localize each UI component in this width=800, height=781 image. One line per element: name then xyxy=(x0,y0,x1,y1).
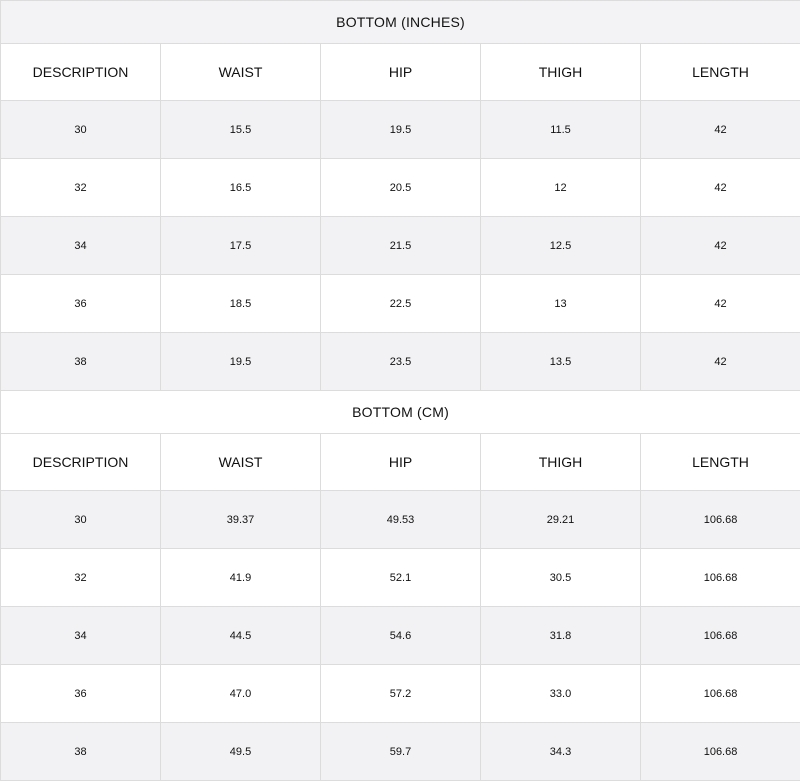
section-title-row xyxy=(1,1,800,44)
table-row xyxy=(1,491,800,549)
cell-thigh: 30.5 xyxy=(481,549,641,607)
table-row xyxy=(1,101,800,159)
cell-description: 30 xyxy=(1,101,161,159)
table-row xyxy=(1,549,800,607)
column-header-thigh: THIGH xyxy=(481,44,641,101)
cell-description: 38 xyxy=(1,723,161,781)
cell-hip: 23.5 xyxy=(321,333,481,391)
cell-thigh: 29.21 xyxy=(481,491,641,549)
column-header-hip: HIP xyxy=(321,434,481,491)
column-header-length: LENGTH xyxy=(641,44,800,101)
column-header-hip: HIP xyxy=(321,44,481,101)
cell-hip: 20.5 xyxy=(321,159,481,217)
cell-thigh: 12 xyxy=(481,159,641,217)
cell-waist: 44.5 xyxy=(161,607,321,665)
cell-hip: 52.1 xyxy=(321,549,481,607)
table-row xyxy=(1,723,800,781)
cell-waist: 19.5 xyxy=(161,333,321,391)
table-row xyxy=(1,217,800,275)
column-header-length: LENGTH xyxy=(641,434,800,491)
cell-thigh: 13 xyxy=(481,275,641,333)
table-row xyxy=(1,333,800,391)
cell-thigh: 34.3 xyxy=(481,723,641,781)
column-header-row xyxy=(1,434,800,491)
cell-hip: 21.5 xyxy=(321,217,481,275)
table-row xyxy=(1,159,800,217)
cell-waist: 39.37 xyxy=(161,491,321,549)
table-row xyxy=(1,275,800,333)
cell-waist: 41.9 xyxy=(161,549,321,607)
cell-description: 36 xyxy=(1,275,161,333)
column-header-description: DESCRIPTION xyxy=(1,434,161,491)
section-title-cm: BOTTOM (CM) xyxy=(1,391,800,434)
cell-length: 106.68 xyxy=(641,491,800,549)
column-header-waist: WAIST xyxy=(161,434,321,491)
cell-thigh: 13.5 xyxy=(481,333,641,391)
cell-thigh: 12.5 xyxy=(481,217,641,275)
cell-length: 106.68 xyxy=(641,723,800,781)
cell-hip: 57.2 xyxy=(321,665,481,723)
cell-waist: 49.5 xyxy=(161,723,321,781)
section-title-row xyxy=(1,391,800,434)
cell-description: 36 xyxy=(1,665,161,723)
cell-hip: 59.7 xyxy=(321,723,481,781)
cell-hip: 19.5 xyxy=(321,101,481,159)
cell-thigh: 11.5 xyxy=(481,101,641,159)
cell-waist: 47.0 xyxy=(161,665,321,723)
cell-hip: 22.5 xyxy=(321,275,481,333)
cell-thigh: 31.8 xyxy=(481,607,641,665)
cell-waist: 15.5 xyxy=(161,101,321,159)
cell-thigh: 33.0 xyxy=(481,665,641,723)
cell-description: 32 xyxy=(1,549,161,607)
column-header-waist: WAIST xyxy=(161,44,321,101)
cell-hip: 49.53 xyxy=(321,491,481,549)
cell-description: 38 xyxy=(1,333,161,391)
cell-length: 106.68 xyxy=(641,549,800,607)
cell-length: 42 xyxy=(641,159,800,217)
table-row xyxy=(1,607,800,665)
cell-length: 106.68 xyxy=(641,607,800,665)
table-row xyxy=(1,665,800,723)
cell-length: 106.68 xyxy=(641,665,800,723)
cell-length: 42 xyxy=(641,217,800,275)
column-header-thigh: THIGH xyxy=(481,434,641,491)
cell-description: 34 xyxy=(1,217,161,275)
cell-waist: 18.5 xyxy=(161,275,321,333)
cell-waist: 16.5 xyxy=(161,159,321,217)
cell-waist: 17.5 xyxy=(161,217,321,275)
column-header-row xyxy=(1,44,800,101)
cell-length: 42 xyxy=(641,101,800,159)
cell-hip: 54.6 xyxy=(321,607,481,665)
cell-description: 32 xyxy=(1,159,161,217)
cell-description: 34 xyxy=(1,607,161,665)
section-title-inches: BOTTOM (INCHES) xyxy=(1,1,800,44)
cell-length: 42 xyxy=(641,275,800,333)
cell-description: 30 xyxy=(1,491,161,549)
column-header-description: DESCRIPTION xyxy=(1,44,161,101)
cell-length: 42 xyxy=(641,333,800,391)
